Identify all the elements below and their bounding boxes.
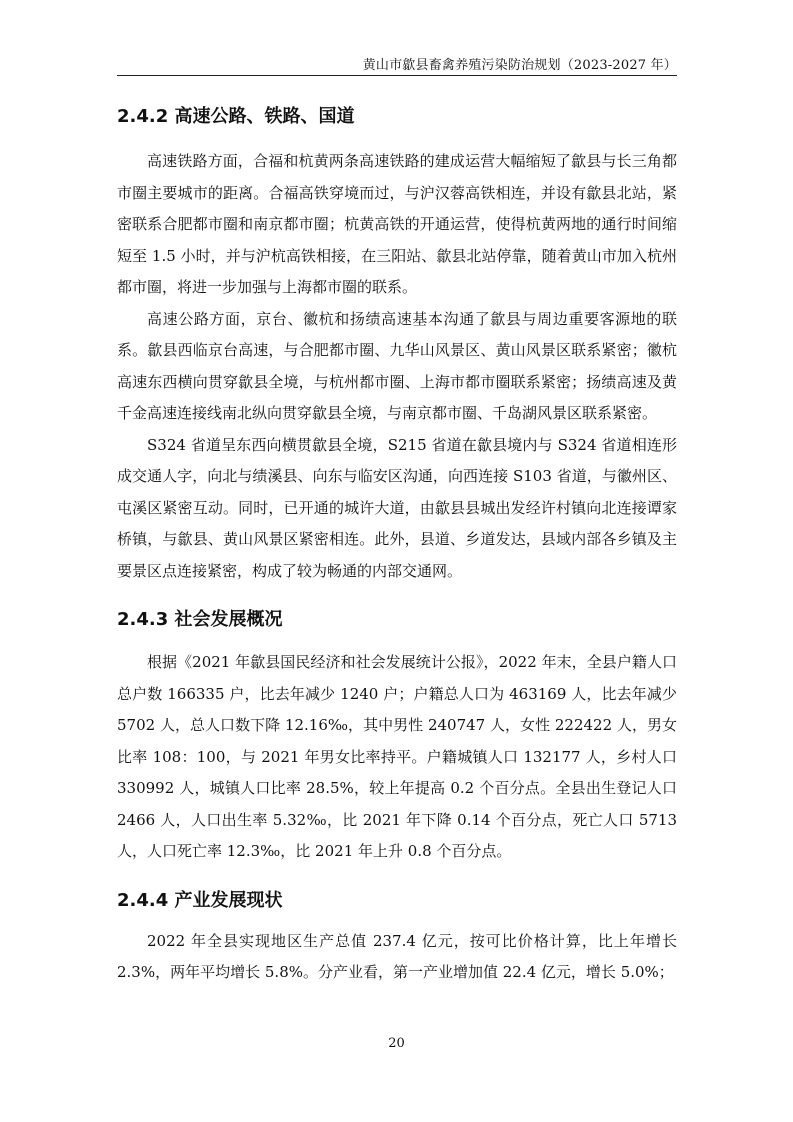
page-number: 20 (388, 1036, 405, 1051)
paragraph-industry-gdp: 2022 年全县实现地区生产总值 237.4 亿元，按可比价格计算，比上年增长 2.3%，两年平均增长 5.8%。分产业看，第一产业增加值 22.4 亿元，增长 5.0%； (117, 931, 677, 981)
section-heading-2-4-2: 2.4.2 高速公路、铁路、国道 (117, 106, 355, 127)
section-heading-2-4-3: 2.4.3 社会发展概况 (117, 609, 283, 630)
paragraph-provincial-roads: S324 省道呈东西向横贯歙县全境，S215 省道在歙县境内与 S324 省道相连形成交通人字，向北与绩溪县、向东与临安区沟通，向西连接 S103 省道，与徽州区、屯溪区紧密互动。同时，已开通的城许大道，由歙县县城出发经许村镇向北连接谭家桥镇，与歙县、黄山风景区紧密相连。此外，县道、乡道发达，县域内部各乡镇及主要景区点连接紧密，构成了较为畅通的内部交通网。 (117, 435, 677, 580)
header-rule (117, 75, 677, 76)
running-header: 黄山市歙县畜禽养殖污染防治规划（2023-2027 年） (362, 58, 677, 73)
paragraph-population-statistics: 根据《2021 年歙县国民经济和社会发展统计公报》，2022 年末，全县户籍人口总户数 166335 户，比去年减少 1240 户；户籍总人口为 463169 人，比去年减少 5702 人，总人口数下降 12.16‰，其中男性 240747 人，女性 222422 人，男女比率 108：100，与 2021 年男女比率持平。户籍城镇人口 132177 人，乡村人口 330992 人，城镇人口比率 28.5%，较上年提高 0.2 个百分点。全县出生登记人口 2466 人，人口出生率 5.32‰，比 2021 年下降 0.14 个百分点，死亡人口 5713 人，人口死亡率 12.3‰，比 2021 年上升 0.8 个百分点。 (117, 653, 677, 860)
page-body (117, 96, 677, 989)
paragraph-expressways: 高速公路方面，京台、徽杭和扬绩高速基本沟通了歙县与周边重要客源地的联系。歙县西临京台高速，与合肥都市圈、九华山风景区、黄山风景区联系紧密；徽杭高速东西横向贯穿歙县全境，与杭州都市圈、上海市都市圈联系紧密；扬绩高速及黄千金高速连接线南北纵向贯穿歙县全境，与南京都市圈、千岛湖风景区联系紧密。 (117, 309, 677, 422)
paragraph-high-speed-rail: 高速铁路方面，合福和杭黄两条高速铁路的建成运营大幅缩短了歙县与长三角都市圈主要城市的距离。合福高铁穿境而过，与沪汉蓉高铁相连，并设有歙县北站，紧密联系合肥都市圈和南京都市圈；杭黄高铁的开通运营，使得杭黄两地的通行时间缩短至 1.5 小时，并与沪杭高铁相接，在三阳站、歙县北站停靠，随着黄山市加入杭州都市圈，将进一步加强与上海都市圈的联系。 (117, 152, 677, 296)
section-heading-2-4-4: 2.4.4 产业发展现状 (117, 889, 283, 911)
